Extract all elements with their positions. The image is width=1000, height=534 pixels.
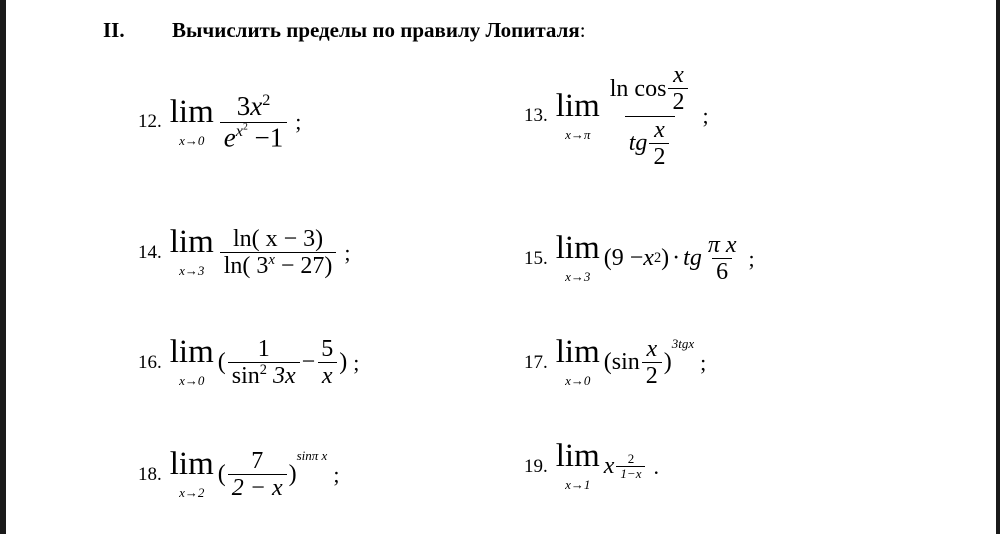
semicolon: ; bbox=[333, 461, 340, 487]
inner-fraction bbox=[649, 117, 669, 171]
ln-3: ln( 3 bbox=[223, 253, 269, 280]
var: x bbox=[235, 122, 243, 141]
paren-close: ) bbox=[661, 245, 670, 272]
denominator bbox=[228, 362, 300, 389]
minus-one: −1 bbox=[247, 122, 284, 153]
exponent bbox=[236, 122, 248, 140]
fraction bbox=[220, 92, 288, 153]
problem-number: 12. bbox=[138, 111, 162, 133]
problem-13 bbox=[524, 62, 709, 171]
problem-15 bbox=[524, 232, 755, 286]
numerator bbox=[233, 92, 275, 122]
numerator bbox=[606, 62, 695, 116]
numerator: 7 bbox=[251, 448, 264, 474]
paren-open: ( bbox=[217, 349, 226, 376]
problem-number: 17. bbox=[524, 351, 548, 373]
inner-denominator: 2 bbox=[649, 143, 669, 170]
limit-word: lim bbox=[555, 334, 600, 371]
problem-number: 16. bbox=[138, 351, 162, 373]
problem-number: 18. bbox=[138, 463, 162, 485]
problem-16 bbox=[138, 336, 359, 390]
paren-close: ) bbox=[663, 349, 672, 376]
coef: 3 bbox=[236, 91, 251, 121]
limit-subscript: x→π bbox=[565, 126, 591, 142]
exponent: 3tgx bbox=[671, 336, 695, 351]
limit-word: lim bbox=[169, 93, 214, 130]
denominator bbox=[625, 116, 676, 171]
sin-open: (sin bbox=[603, 349, 640, 376]
paren-open: ( bbox=[217, 461, 226, 488]
limit-subscript: x→0 bbox=[179, 132, 205, 148]
limit-operator bbox=[170, 336, 214, 389]
paren-close: ) bbox=[288, 461, 297, 488]
limit-subscript: x→3 bbox=[565, 269, 591, 285]
limit-word: lim bbox=[169, 334, 214, 371]
fraction-2 bbox=[317, 336, 337, 390]
power: 2 bbox=[259, 362, 267, 379]
semicolon: ; bbox=[344, 239, 351, 265]
expression-body bbox=[218, 448, 328, 502]
limit-subscript: x→3 bbox=[179, 263, 205, 279]
semicolon: ; bbox=[748, 245, 755, 271]
limit-operator bbox=[556, 232, 600, 285]
expression-body bbox=[218, 336, 347, 390]
limit-word: lim bbox=[555, 87, 600, 124]
denominator: 2 bbox=[642, 362, 662, 389]
power: 2 bbox=[653, 250, 662, 267]
limit-operator bbox=[169, 93, 214, 149]
paren-open: (9 − bbox=[603, 245, 644, 272]
tg: tg bbox=[683, 245, 702, 272]
fraction bbox=[606, 62, 695, 171]
problem-number: 14. bbox=[138, 241, 162, 263]
limit-word: lim bbox=[555, 438, 600, 474]
problem-number: 13. bbox=[524, 105, 548, 127]
section-number: II. bbox=[103, 18, 125, 42]
denominator: x bbox=[318, 362, 337, 389]
limit-subscript: x→1 bbox=[565, 477, 591, 492]
semicolon: ; bbox=[702, 103, 709, 129]
paren-close: ) bbox=[339, 349, 348, 376]
denominator bbox=[220, 252, 337, 279]
problem-12 bbox=[138, 92, 301, 153]
var: x bbox=[643, 245, 654, 272]
limit-word: lim bbox=[169, 224, 214, 261]
problem-number: 19. bbox=[524, 455, 548, 477]
base-e: e bbox=[223, 122, 236, 153]
minus: − bbox=[301, 349, 316, 376]
semicolon: ; bbox=[353, 349, 360, 375]
minus-27: − 27) bbox=[274, 253, 333, 280]
fraction-1 bbox=[228, 336, 300, 390]
numerator: ln( x − 3) bbox=[232, 226, 324, 252]
inner-numerator: x bbox=[654, 116, 665, 143]
limit-operator bbox=[556, 440, 600, 493]
numerator: 2 bbox=[627, 450, 635, 466]
var: x bbox=[250, 91, 263, 121]
limit-operator bbox=[555, 87, 600, 143]
fraction bbox=[642, 336, 662, 390]
limit-subscript: x→0 bbox=[179, 373, 205, 389]
limit-operator bbox=[170, 226, 214, 279]
denominator: 2 − x bbox=[228, 474, 287, 501]
denominator: 1−x bbox=[616, 466, 645, 481]
power: 2 bbox=[242, 121, 248, 133]
semicolon: ; bbox=[295, 109, 302, 135]
numerator: x bbox=[646, 336, 658, 362]
expression-body bbox=[604, 232, 743, 286]
inner-fraction bbox=[668, 62, 688, 116]
power-x: x bbox=[268, 252, 275, 269]
arg: 3x bbox=[266, 363, 296, 390]
problem-17 bbox=[524, 336, 706, 390]
fraction bbox=[704, 232, 741, 286]
limit-word: lim bbox=[169, 446, 214, 483]
problem-19 bbox=[524, 440, 659, 493]
window-edge-left bbox=[0, 0, 6, 534]
numerator: 5 bbox=[321, 336, 334, 362]
ln-cos: ln cos bbox=[609, 75, 667, 102]
section-title-text: Вычислить пределы по правилу Лопиталя bbox=[172, 18, 580, 42]
fraction bbox=[228, 448, 287, 502]
denominator bbox=[220, 122, 288, 153]
base-x: x bbox=[603, 453, 615, 479]
sin: sin bbox=[231, 363, 260, 390]
period: . bbox=[653, 453, 659, 479]
limit-subscript: x→2 bbox=[179, 485, 205, 501]
fraction bbox=[220, 226, 337, 280]
limit-operator bbox=[556, 336, 600, 389]
expression-body bbox=[604, 452, 648, 482]
limit-operator bbox=[170, 448, 214, 501]
denominator: 6 bbox=[712, 258, 732, 285]
numerator: 1 bbox=[257, 336, 270, 362]
problem-number: 15. bbox=[524, 247, 548, 269]
limit-word: lim bbox=[555, 230, 600, 267]
dot: · bbox=[672, 245, 681, 272]
semicolon: ; bbox=[700, 349, 707, 375]
window-edge-right bbox=[996, 0, 1000, 534]
numerator: π x bbox=[707, 232, 737, 258]
exponent-fraction bbox=[616, 452, 645, 482]
tg: tg bbox=[628, 130, 648, 157]
problem-14 bbox=[138, 226, 350, 280]
section-title-colon: : bbox=[579, 18, 586, 42]
power: 2 bbox=[262, 91, 271, 109]
exponent: sinπ x bbox=[296, 448, 328, 463]
section-title bbox=[172, 18, 586, 43]
problem-18 bbox=[138, 448, 339, 502]
limit-subscript: x→0 bbox=[565, 373, 591, 389]
inner-denominator: 2 bbox=[668, 88, 688, 115]
inner-numerator: x bbox=[673, 62, 684, 88]
expression-body bbox=[604, 336, 694, 390]
